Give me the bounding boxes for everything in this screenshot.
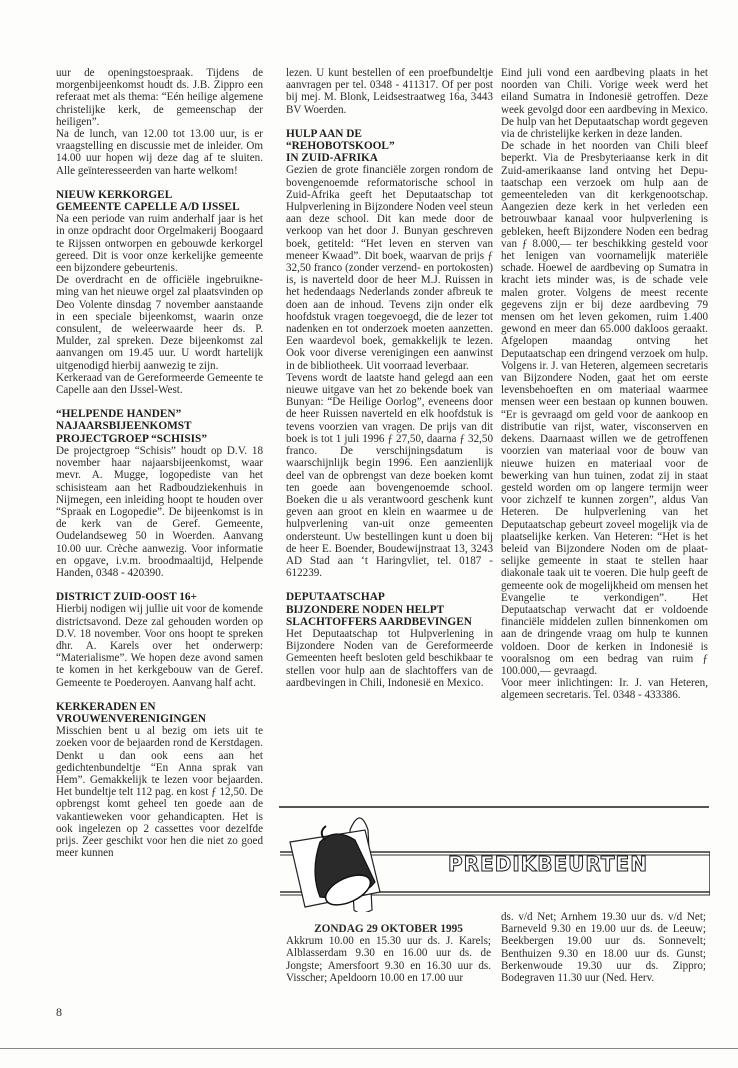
paragraph: De projectgroep “Schisis” houdt op D.V. 18 november haar najaarsbijeenkomst, waar mevr. A. Mugge, logopediste van het schisisteam aan het Radboudziekenhuis in Nijmegen, een inleiding hoopt te houden over “Spraak en Logopedie”. De bijeenkomst is in de kerk van de Geref. Gemeente, Oudelandseweg 50 in Woerden. Aanvang 10.00 uur. Crèche aanwezig. Voor informatie en opgave, i.v.m. broodmaaltijd, Helpende Handen, 0348 - 420390. xyxy=(56,444,263,579)
column-2 xyxy=(286,67,493,689)
page-number: 8 xyxy=(56,1005,62,1019)
column-3 xyxy=(501,67,708,702)
paragraph: Tevens wordt de laatste hand gelegd aan een nieuwe uitgave van het zo bekende boek van Bunyan: “De Heilige Oorlog”, eveneens door de heer Ruissen naverteld en elk hoofdstuk is tevens voorzien van vragen. De prijs van dit boek is tot 1 juli 1996 ƒ 27,50, daarna ƒ 32,50 franco. De verschijningsdatum is waarschijnlijk begin 1996. Een aanzienlijk deel van de opbrengst van deze boeken komt ten goede aan bovengenoemde school. Boeken die u als verantwoord geschenk kunt geven aan groot en klein en waarmee u de hulpverlening van-uit onze gemeenten ondersteunt. Uw bestellingen kunt u doen bij de heer E. Boender, Boudewijnstraat 13, 3243 AD Stad aan ‘t Haringvliet, tel. 0187 - 612239. xyxy=(286,371,493,580)
paragraph: Hierbij nodigen wij jullie uit voor de komende districtsavond. Deze zal gehouden worden op D.V. 18 november. Voor ons hoopt te spreken dhr. A. Karels over het onderwerp: “Materialisme”. We hopen deze avond samen te komen in het kerkgebouw van de Geref. Gemeente te Poederoyen. Aanvang half acht. xyxy=(56,603,263,689)
paragraph: Voor meer inlichtingen: Ir. J. van Heteren, algemeen secretaris. Tel. 0348 - 433386. xyxy=(501,677,708,702)
article-heading xyxy=(56,189,263,213)
predikbeurten-left xyxy=(286,923,491,984)
banner-title: PREDIKBEURTEN xyxy=(448,852,648,876)
predikbeurten-right xyxy=(501,911,706,984)
paragraph: De schade in het noorden van Chili bleef beperkt. Via de Presbyteriaanse kerk in dit Zuid-amerikaanse land ontving het Deputaatschap een verzoek om hulp aan de gemeenteleden van dit kerkgenootschap. Aangezien deze kerk in het verleden een betrouwbaar kanaal voor hulpverlening is gebleken, heeft Bijzondere Noden een bedrag van ƒ 8.000,— ter beschikking gesteld voor het lenigen van voornamelijk materiële schade. Hoewel de aardbeving op Sumatra in kracht iets minder was, is de schade vele malen groter. Volgens de meest recente gegevens zijn er bij deze aardbeving 79 mensen om het leven gekomen, ruim 1.400 gewond en meer dan 65.000 dakloos geraakt. Afgelopen maandag ontving het Deputaatschap een dringend verzoek om hulp. Volgens ir. J. van Heteren, algemeen secretaris van Bijzondere Noden, gaat het om eerste levensbehoeften en om materiaal waarmee mensen weer een bestaan op kunnen bouwen. “Er is gevraagd om geld voor de aankoop en distributie van rijst, water, visconserven en dekens. Daarnaast willen we de getroffenen voorzien van materiaal voor de bouw van nieuwe huizen en materiaal voor de bewerking van hun tuinen, zodat zij in staat gesteld worden om op langere termijn weer voor zichzelf te kunnen zorgen”, aldus Van Heteren. De hulpverlening van het Deputaatschap gebeurt zoveel mogelijk via de plaatselijke kerken. Van Heteren: “Het is het beleid van Bijzondere Noden om de plaatselijke gemeente in staat te stellen haar diakonale taak uit te voeren. Die hulp geeft de gemeente ook de mogelijkheid om mensen het Evangelie te verkondigen”. Het Deputaatschap verwacht dat er voldoende financiële middelen zullen binnenkomen om aan de dringende vraag om hulp te kunnen voldoen. Door de kerken in Indonesië is vooralsnog om een bedrag van ruim ƒ 100.000,— gevraagd. xyxy=(501,140,708,677)
paragraph: lezen. U kunt bestellen of een proefbundeltje aanvragen per tel. 0348 - 411317. Of per post bij mej. M. Blonk, Leidsestraatweg 16a, 3443 BV Woerden. xyxy=(286,67,493,116)
heading-line: NAJAARSBIJEENKOMST xyxy=(56,420,192,433)
heading-line: SLACHTOFFERS AARDBEVINGEN xyxy=(286,615,472,628)
paragraph: Na een periode van ruim anderhalf jaar is het in onze opdracht door Orgelmakerij Boogaard te Rijssen ontworpen en gebouwde kerkorgel gereed. Dit is voor onze kerkelijke gemeente een bijzondere gebeurtenis. xyxy=(56,213,263,275)
heading-line: DEPUTAATSCHAP xyxy=(286,591,385,604)
paragraph: Misschien bent u al bezig om iets uit te zoeken voor de bejaarden rond de Kerstdagen. Denkt u dan ook eens aan het gedichtenbundeltje “En Anna sprak van Hem”. Gemakkelijk te lezen voor bejaarden. Het bundeltje telt 112 pag. en kost ƒ 12,50. De opbrengst komt geheel ten goede aan de vakantieweken voor gehandicapten. Het is ook ingelezen op 2 cassettes voor dezelfde prijs. Zeer geschikt voor hen die niet zo goed meer kunnen xyxy=(56,725,263,860)
paragraph: Na de lunch, van 12.00 tot 13.00 uur, is er vraagstelling en discussie met de inleider. Om 14.00 uur hopen wij deze dag af te sluiten. Alle geïnteresseerden van harte welkom! xyxy=(56,128,263,177)
heading-line: VROUWENVERENIGINGEN xyxy=(56,712,207,725)
paragraph: uur de openingstoespraak. Tijdens de morgenbijeenkomst houdt ds. J.B. Zippro een referaat met als thema: “Eén heilige algemene christelijke kerk, de gemeenschap der heiligen”. xyxy=(56,67,263,128)
heading-line: IN ZUID-AFRIKA xyxy=(286,152,378,165)
paragraph: Eind juli vond een aardbeving plaats in het noorden van Chili. Vorige week werd het eiland Sumatra in Indonesië getroffen. Deze week gevolgd door een aardbeving in Mexico. De hulp van het Deputaatschap wordt gegeven via de christelijke kerken in deze landen. xyxy=(501,67,709,141)
article-heading xyxy=(56,408,263,445)
article-heading xyxy=(286,591,493,628)
paragraph: ds. v/d Net; Arnhem 19.30 uur ds. v/d Net; Barneveld 9.30 en 19.00 uur ds. de Leeuw; Beekbergen 19.00 uur ds. Sonnevelt; Benthuizen 9.30 en 18.00 uur ds. Gunst; Berkenwoude 19.30 uur ds. Zippro; Bodegraven 11.30 uur (Ned. Herv. xyxy=(501,911,706,985)
heading-line: “REHOBOTSKOOL” xyxy=(286,140,395,153)
paragraph: Akkrum 10.00 en 15.30 uur ds. J. Karels; Alblasserdam 9.30 en 16.00 uur ds. de Jongste; Amersfoort 9.30 en 16.30 uur ds. Visscher; Apeldoorn 10.00 en 17.00 uur xyxy=(286,935,491,984)
predikbeurten-banner xyxy=(280,812,710,912)
heading-line: HULP AAN DE xyxy=(286,127,362,140)
article-heading xyxy=(286,128,493,165)
heading-line: “HELPENDE HANDEN” xyxy=(56,408,182,421)
paragraph: Het Deputaatschap tot Hulpverlening in Bijzondere Noden van de Gereformeerde Gemeenten heeft besloten geld beschikbaar te stellen voor hulp aan de slachtoffers van de aardbevingen in Chili, Indonesië en Mexico. xyxy=(286,627,493,689)
paragraph: De overdracht en de officiële ingebruikneming van het nieuwe orgel zal plaatsvinden op Deo Volente dinsdag 7 november aanstaande in een speciale bijeenkomst, waarin onze consulent, de weleerwaarde heer ds. P. Mulder, zal spreken. Deze bijeenkomst zal aanvangen om 19.45 uur. U wordt hartelijk uitgenodigd hierbij aanwezig te zijn. xyxy=(56,274,263,372)
heading-line: PROJECTGROEP “SCHISIS” xyxy=(56,432,207,445)
heading-line: BIJZONDERE NODEN HELPT xyxy=(286,603,445,616)
heading-line: NIEUW KERKORGEL xyxy=(56,188,173,201)
heading-line: DISTRICT ZUID-OOST 16+ xyxy=(56,591,197,604)
column-1 xyxy=(56,67,263,859)
article-heading xyxy=(56,701,263,725)
page-bottom-rule xyxy=(0,1048,738,1049)
article-heading xyxy=(56,591,263,603)
date-heading: ZONDAG 29 OKTOBER 1995 xyxy=(314,923,463,935)
paragraph: Kerkeraad van de Gereformeerde Gemeente te Capelle aan den IJssel-West. xyxy=(56,371,263,397)
paragraph: Gezien de grote financiële zorgen rondom de bovengenoemde reformatorische school in Zuid-Afrika geeft het Deputaatschap tot Hulpverlening in Bijzondere Noden veel steun aan deze school. Dit kan mede door de verkoop van het door J. Bunyan geschreven boek, getiteld: “Het leven en sterven van meneer Kwaad”. Dit boek, waarvan de prijs ƒ 32,50 franco (zonder verzend- en portokosten) is, is naverteld door de heer M.J. Ruissen in het hedendaags Nederlands zonder afbreuk te doen aan de inhoud. Tevens zijn onder elk hoofdstuk vragen toegevoegd, die de lezer tot nadenken en tot onderzoek moeten aanzetten. Een waardevol boek, gemakkelijk te lezen. Ook voor diverse verenigingen een aanwinst in de bibliotheek. Uit voorraad leverbaar. xyxy=(286,164,493,372)
heading-line: KERKERADEN EN xyxy=(56,700,156,713)
section-divider xyxy=(279,806,709,808)
heading-line: GEMEENTE CAPELLE A/D IJSSEL xyxy=(56,201,240,214)
